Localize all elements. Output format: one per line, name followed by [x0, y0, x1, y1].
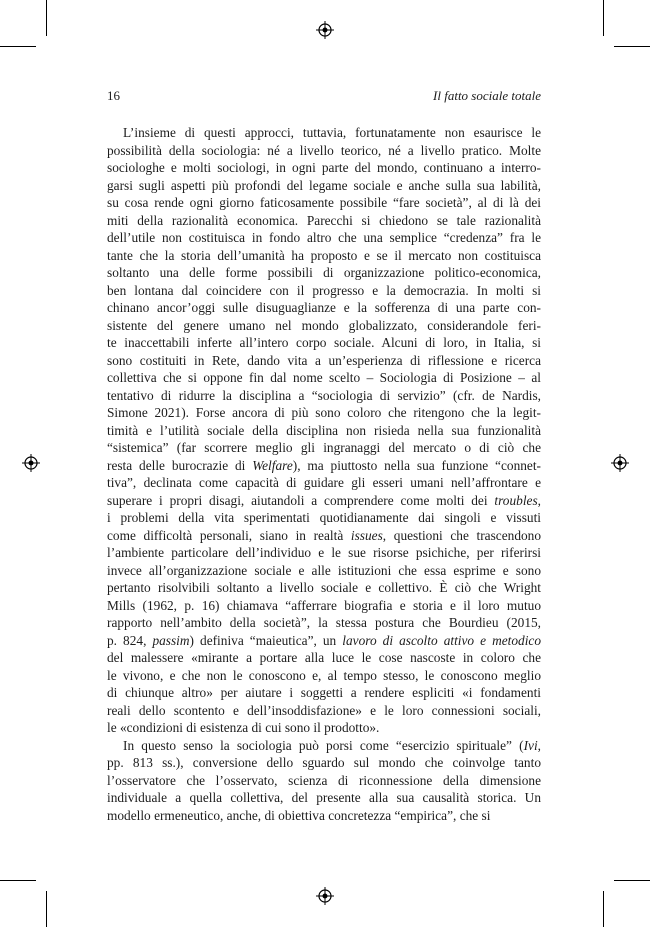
text-run: rapporto nell’ambito della società”, la stessa postura che Bourdieu (2015,	[107, 615, 541, 630]
text-line	[107, 579, 541, 597]
text-line	[107, 702, 541, 720]
italic-run: issues	[350, 527, 383, 543]
text-run: ,	[537, 737, 541, 753]
text-line	[107, 334, 541, 352]
text-run: ,	[537, 492, 541, 508]
text-run: resta delle burocrazie di	[107, 457, 253, 473]
text-run: su cosa rende ogni giorno faticosamente possibile “fare società”, al di là dei	[107, 195, 541, 210]
text-line	[107, 807, 541, 825]
text-line	[107, 317, 541, 335]
text-line	[107, 544, 541, 562]
text-run: miti della razionalità economica. Parecchi si chiedono se tale razionalità	[107, 212, 541, 228]
text-line	[107, 142, 541, 160]
text-run: invece all’organizzazione sociale e alle istituzioni che essa esprime e sono	[107, 562, 541, 578]
text-line	[107, 667, 541, 685]
crop-mark-bottom-right-h	[614, 880, 650, 881]
italic-run: Ivi	[523, 737, 538, 753]
crop-mark-bottom-left-h	[0, 880, 36, 881]
crop-mark-top-left-v	[46, 0, 47, 36]
crop-mark-top-right-v	[603, 0, 604, 36]
paragraph	[107, 737, 541, 825]
text-line	[107, 597, 541, 615]
text-run: le vivono, e che non le conoscono e, al tempo stesso, le conoscono meglio	[107, 667, 541, 683]
text-run: sociologhe e molti sociologi, in ogni parte del mondo, continuano a interro-	[107, 160, 541, 175]
text-line	[107, 509, 541, 527]
text-line	[107, 264, 541, 282]
text-run: l’osservatore che l’osservato, scienza di riconnessione della dimensione	[107, 772, 541, 788]
body-text	[107, 124, 541, 824]
running-title: Il fatto sociale totale	[433, 88, 541, 103]
text-run: l’ambiente particolare dell’individuo e le sue risorse psichiche, per riferirsi	[107, 545, 541, 560]
text-line	[107, 649, 541, 667]
text-line	[107, 457, 541, 475]
text-line	[107, 194, 541, 212]
text-line	[107, 229, 541, 247]
text-run: collettiva che si oppone fin dal nome scelto – Sociologia di Posizione – al	[107, 370, 541, 385]
text-run: sistente del genere umano nel mondo globalizzato, considerandole feri-	[107, 317, 541, 333]
text-run: timità e l’utilità sociale della disciplina non risieda nella sua funzionalità	[107, 422, 541, 438]
text-line	[107, 737, 541, 755]
italic-run: troubles	[494, 492, 538, 508]
text-line	[107, 614, 541, 632]
text-run: come difficoltà personali, siano in realtà	[107, 527, 351, 543]
italic-run: Welfare	[252, 457, 293, 473]
text-run: sono costituiti in Rete, dando vita a un’esperienza di riflessione e ricerca	[107, 352, 541, 368]
text-line	[107, 684, 541, 702]
text-run: , questioni che trascendono	[382, 527, 542, 543]
text-run: dell’utile non costituisca in fondo altro che una semplice “credenza” fra le	[107, 230, 541, 245]
registration-mark-left-icon	[22, 454, 40, 472]
text-run: tante che la storia dell’umanità ha proposto e se il mercato non costituisca	[107, 247, 541, 263]
text-line	[107, 282, 541, 300]
text-run: reali dello scontento e dell’insoddisfazione» e le loro connessioni sociali,	[107, 702, 541, 718]
text-run: pertanto risolvibili soltanto a livello sociale e collettivo. È ciò che Wright	[107, 580, 541, 595]
text-run: chinano ancor’oggi sulle disuguaglianze e la sofferenza di una parte con-	[107, 300, 541, 315]
text-run: di chiunque altro» per aiutare i soggetti a rendere espliciti «i fondamenti	[107, 685, 541, 700]
text-run: tiva”, declinata come capacità di guidare gli esseri umani nell’affrontare e	[107, 475, 541, 490]
text-run: L’insieme di questi approcci, tuttavia, fortunatamente non esaurisce le	[123, 125, 541, 140]
text-line	[107, 754, 541, 772]
paragraph	[107, 124, 541, 737]
text-run: Simone 2021). Forse ancora di più sono coloro che ritengono che la legit-	[107, 405, 541, 420]
text-run: tentativo di ridurre la disciplina a “sociologia di servizio” (cfr. de Nardis,	[107, 387, 541, 403]
text-line	[107, 299, 541, 317]
text-line	[107, 492, 541, 510]
text-run: ben lontana dal coincidere con il progresso e la democrazia. In molti si	[107, 282, 541, 298]
italic-run: passim	[152, 632, 190, 648]
text-run: possibilità della sociologia: né a livello teorico, né a livello pratico. Molte	[107, 142, 541, 158]
text-run: ), ma piuttosto nella sua funzione “connet-	[292, 457, 541, 473]
text-run: individuale a quella collettiva, del presente alla sua causalità storica. Un	[107, 790, 541, 805]
crop-mark-top-right-h	[614, 46, 650, 47]
text-run: In questo senso la sociologia può porsi come “esercizio spirituale” (	[123, 737, 524, 753]
text-run: ) definiva “maieutica”, un	[189, 632, 343, 648]
crop-mark-bottom-left-v	[46, 891, 47, 927]
text-line	[107, 124, 541, 142]
text-line	[107, 772, 541, 790]
text-line	[107, 789, 541, 807]
text-run: superare i propri disagi, aiutandoli a comprendere come molti dei	[107, 492, 495, 508]
text-run: Mills (1962, p. 16) chiamava “afferrare biografia e storia e il loro mutuo	[107, 597, 541, 613]
text-line	[107, 562, 541, 580]
text-run: p. 824,	[107, 632, 153, 648]
text-line	[107, 369, 541, 387]
text-line	[107, 352, 541, 370]
crop-mark-bottom-right-v	[603, 891, 604, 927]
text-line	[107, 474, 541, 492]
text-line	[107, 719, 541, 737]
text-run: te inaccettabili inferte all’intero corpo sociale. Alcuni di loro, in Italia, si	[107, 335, 541, 350]
registration-mark-right-icon	[611, 454, 629, 472]
text-run: del malessere «mirante a portare alla luce le cose nascoste in coloro che	[107, 650, 541, 665]
text-run: modello ermeneutico, anche, di obiettiva concretezza “empirica”, che si	[107, 807, 491, 823]
text-line	[107, 404, 541, 422]
text-run: garsi sugli aspetti più profondi del legame sociale e anche sulla sua labilità,	[107, 177, 541, 193]
text-line	[107, 177, 541, 195]
text-line	[107, 159, 541, 177]
registration-mark-top-icon	[316, 21, 334, 39]
text-run: i problemi della vita sperimentati quotidianamente dai singoli e vissuti	[107, 510, 541, 525]
text-line	[107, 247, 541, 265]
text-line	[107, 387, 541, 405]
text-line	[107, 212, 541, 230]
text-line	[107, 439, 541, 457]
text-line	[107, 422, 541, 440]
text-run: soltanto una delle forme possibili di organizzazione politico-economica,	[107, 265, 541, 280]
text-line	[107, 527, 541, 545]
italic-run: lavoro di ascolto attivo e metodico	[342, 632, 542, 648]
text-line	[107, 632, 541, 650]
page-number: 16	[107, 88, 120, 103]
text-run: pp. 813 ss.), conversione dello sguardo sul mondo che coinvolge tanto	[107, 755, 541, 770]
registration-mark-bottom-icon	[316, 887, 334, 905]
crop-mark-top-left-h	[0, 46, 36, 47]
text-run: “sistemica” (far scorrere meglio gli ingranaggi del mercato o di ciò che	[107, 440, 541, 455]
text-run: le «condizioni di esistenza di cui sono il prodotto».	[107, 720, 380, 735]
